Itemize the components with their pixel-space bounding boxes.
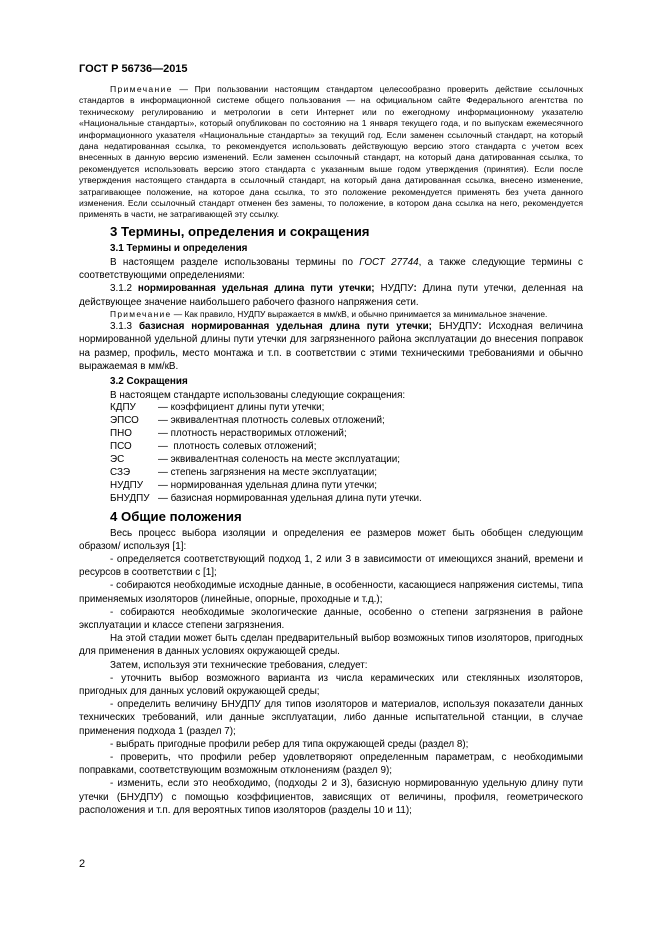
standard-reference: ГОСТ 27744: [359, 257, 419, 269]
term-number: 3.1.2: [110, 283, 138, 295]
terms-intro-text-end: , а также следующие термины с соответствующими определениями:: [79, 257, 583, 282]
abbreviation-item: [79, 454, 583, 467]
term-definition: Длина пути утечки, деленная на действующее значение наибольшего рабочего фазного напряжения сети.: [79, 283, 583, 308]
section-4-list-item: - проверить, что профили ребер удовлетворяют определенным параметрам, с необходимыми поправками, соответствующим возможным отклонениям (раздел 9);: [79, 752, 583, 777]
term-abbreviation: НУДПУ: [380, 283, 414, 295]
term-abbreviation: БНУДПУ: [438, 321, 479, 333]
abbreviation-term: ПНО: [110, 428, 132, 440]
term-number: 3.1.3: [110, 321, 139, 333]
section-3-heading: 3 Термины, определения и сокращения: [110, 223, 370, 239]
term-3-1-3: [79, 320, 583, 373]
abbreviation-item: [79, 480, 583, 493]
term-definition: Исходная величина нормированной удельной длины пути утечки для загрязненного района эксплуатации до внесения поправок на размер, профиль, место монтажа и т.п. в соответствии с этими техническими требованиями и обычно выражаемая в мм/кВ.: [79, 321, 583, 372]
page-content: [79, 84, 583, 817]
section-4-list-item: - изменить, если это необходимо, (подходы 2 и 3), базисную нормированную удельную длину пути утечки (БНУДПУ) с помощью коэффициентов, зависящих от величины, профиля, геометрического расположения и т.п. для вероятных типов изоляторов (разделы 10 и 11);: [79, 778, 583, 816]
term-colon: :: [478, 321, 489, 333]
page-header: ГОСТ Р 56736—2015: [79, 63, 188, 75]
abbreviations-intro: В настоящем стандарте использованы следующие сокращения:: [110, 390, 406, 402]
section-4-list-item: - собираются необходимые экологические данные, особенно о степени загрязнения в районе эксплуатации и классе степени загрязнения.: [79, 606, 583, 631]
section-4-heading: 4 Общие положения: [110, 508, 242, 524]
abbreviation-term: ПСО: [110, 441, 132, 453]
abbreviation-item: [79, 441, 583, 454]
abbreviation-item: [79, 467, 583, 480]
abbreviation-term: НУДПУ: [110, 479, 144, 491]
section-4-paragraph: Затем, используя эти технические требования, следует:: [110, 659, 368, 671]
subsection-3-2-heading: 3.2 Сокращения: [110, 375, 188, 387]
section-4-list-item: - собираются необходимые исходные данные, в особенности, касающиеся напряжения системы, типа применяемых изоляторов (линейные, опорные, проходные и т.д.);: [79, 580, 583, 605]
term-3-1-2: [79, 282, 583, 308]
note-paragraph: [79, 84, 583, 221]
note-text: — При пользовании настоящим стандартом целесообразно проверить действие ссылочных стандартов в информационной системе общего пользования — на официальном сайте Федерального агентства по техническому регулированию и метрологии в сети Интернет или по ежегодному информационному указателю «Национальные стандарты», который опубликован по состоянию на 1 января текущего года, и по выпускам ежемесячного информационного указателя «Национальные стандарты» за текущий год. Если заменен ссылочный стандарт, на который дана недатированная ссылка, то рекомендуется использовать действующую версию этого стандарта с учетом всех внесенных в данную версию изменений. Если заменен ссылочный стандарт, на который дана датированная ссылка, то рекомендуется использовать версию этого стандарта с указанным выше годом утверждения (принятия). Если после утверждения настоящего стандарта в ссылочный стандарт, на который дана датированная ссылка, внесено изменение, затрагивающее положение, на которое дана ссылка, то это положение рекомендуется применять без учета данного изменения. Если ссылочный стандарт отменен без замены, то положение, в котором дана ссылка на него, рекомендуется применять в части, не затрагивающей эту ссылку.: [79, 84, 583, 220]
abbreviation-definition: — базисная нормированная удельная длина пути утечки.: [158, 492, 422, 504]
term-colon: :: [413, 283, 423, 295]
abbreviation-term: КДПУ: [110, 402, 136, 414]
abbreviation-item: [79, 493, 583, 506]
section-4-list-item: - уточнить выбор возможного варианта из числа керамических или стеклянных изоляторов, пригодных для данных условий окружающей среды;: [79, 672, 583, 697]
abbreviation-definition: — эквивалентная соленость на месте эксплуатации;: [158, 453, 401, 465]
term-note: [79, 309, 583, 320]
abbreviation-definition: — степень загрязнения на месте эксплуатации;: [158, 466, 378, 478]
note-label: Примечание: [110, 84, 173, 94]
abbreviation-term: ЭС: [110, 453, 125, 465]
abbreviation-definition: — плотность нерастворимых отложений;: [158, 428, 347, 440]
abbreviation-definition: — нормированная удельная длина пути утечки;: [158, 479, 377, 491]
section-4-paragraph: Весь процесс выбора изоляции и определения ее размеров может быть обобщен следующим образом/ используя [1]:: [79, 527, 583, 552]
abbreviation-term: БНУДПУ: [110, 492, 150, 504]
terms-intro: [79, 256, 583, 282]
abbreviation-definition: — плотность солевых отложений;: [158, 441, 317, 453]
abbreviation-item: [79, 428, 583, 441]
abbreviation-definition: — коэффициент длины пути утечки;: [158, 402, 325, 414]
abbreviation-list: [79, 402, 583, 505]
abbreviation-item: [79, 402, 583, 415]
term-name: нормированная удельная длина пути утечки;: [137, 283, 381, 295]
abbreviation-definition: — эквивалентная плотность солевых отложений;: [158, 415, 385, 427]
abbreviation-term: ЭПСО: [110, 415, 139, 427]
section-4-list-item: - определяется соответствующий подход 1, 2 или 3 в зависимости от имеющихся знаний, времени и ресурсов в соответствии с [1];: [79, 553, 583, 579]
term-note-text: — Как правило, НУДПУ выражается в мм/кВ, и обычно принимается за минимальное значение.: [171, 308, 548, 319]
section-4-list-item: - определить величину БНУДПУ для типов изоляторов и материалов, используя показатели данных технических требований, или данные эксплуатации, либо данные испытательной станции, в случае применения подхода 1 (раздел 7);: [79, 699, 583, 737]
page-number: 2: [79, 858, 86, 870]
abbreviation-item: [79, 415, 583, 428]
subsection-3-1-heading: 3.1 Термины и определения: [110, 242, 248, 254]
term-name: базисная нормированная удельная длина пути утечки;: [138, 321, 439, 333]
section-4-paragraph: На этой стадии может быть сделан предварительный выбор возможных типов изоляторов, пригодных для применения в данных условиях окружающей среды.: [79, 633, 583, 658]
abbreviation-term: СЗЭ: [110, 466, 131, 478]
term-note-label: Примечание: [110, 308, 172, 319]
terms-intro-text: В настоящем разделе использованы термины по: [110, 257, 360, 269]
section-4-list-item: - выбрать пригодные профили ребер для типа окружающей среды (раздел 8);: [110, 738, 469, 750]
